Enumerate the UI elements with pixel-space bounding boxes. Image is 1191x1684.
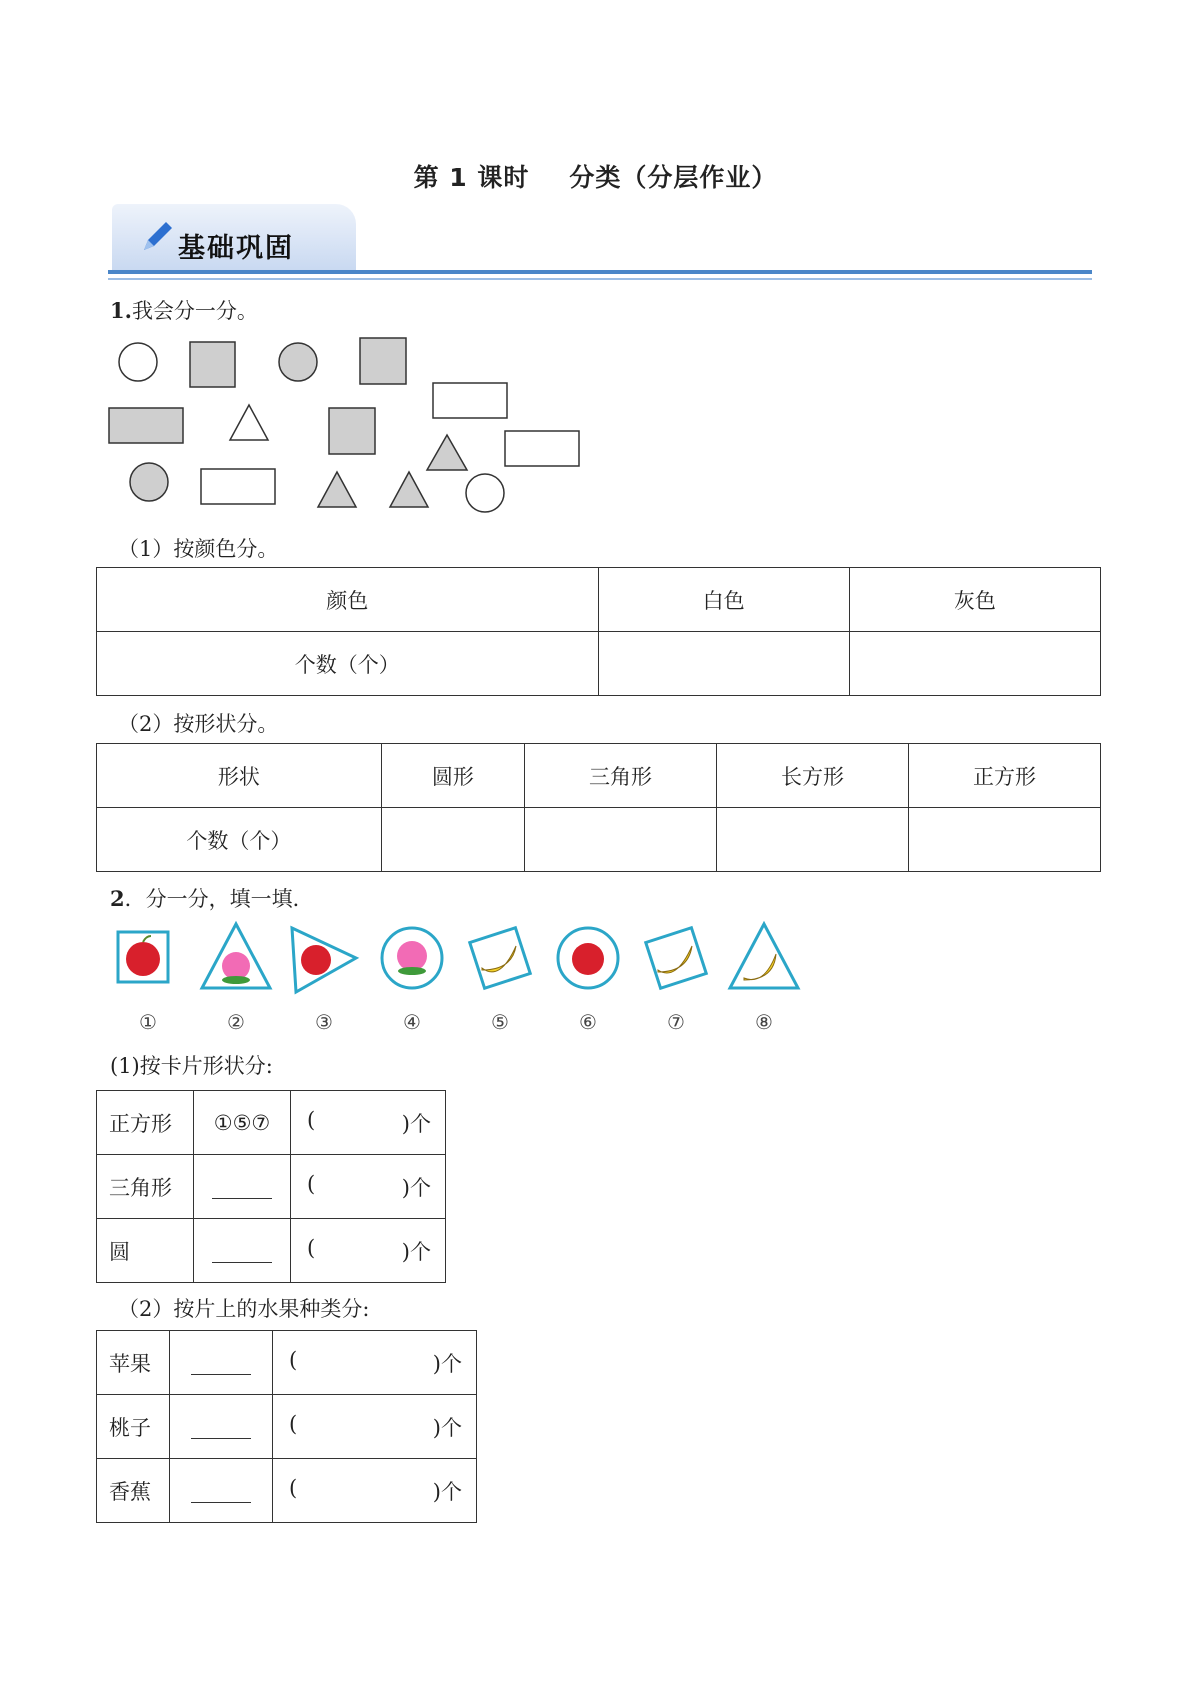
q2-text: ．分一分，填一填． — [124, 887, 314, 911]
card-5 — [462, 918, 538, 998]
q2-number: 2 — [110, 886, 125, 911]
shape-square-gray — [329, 408, 375, 454]
card-2-num: ② — [227, 1010, 245, 1034]
shape-square-gray — [360, 338, 406, 384]
table-row — [97, 1155, 446, 1219]
shape-circle-gray — [130, 463, 168, 501]
row-blank-cell[interactable] — [170, 1395, 273, 1459]
card-4 — [374, 918, 450, 998]
shape-circle-white — [466, 474, 504, 512]
shape-triangle-white — [230, 405, 268, 440]
section-tab — [112, 204, 356, 270]
q2-prompt — [110, 883, 314, 913]
q1-sub1: （1）按颜色分。 — [118, 537, 279, 561]
color-count-white-cell[interactable] — [598, 632, 849, 696]
color-header-label: 颜色 — [97, 568, 599, 632]
q2-sub1: (1)按卡片形状分: — [110, 1054, 273, 1078]
row-blank-cell[interactable] — [194, 1219, 291, 1283]
card-7-num: ⑦ — [667, 1010, 685, 1034]
q1-number: 1. — [110, 298, 132, 323]
shape-table — [96, 743, 1101, 872]
row-blank-cell[interactable] — [194, 1155, 291, 1219]
row-label: 香蕉 — [97, 1459, 170, 1523]
card-2 — [198, 918, 274, 998]
row-count-cell[interactable]: ( )个 — [291, 1091, 446, 1155]
table-row — [97, 1459, 477, 1523]
q2-sub2: （2）按片上的水果种类分: — [118, 1297, 370, 1321]
card-6-num: ⑥ — [579, 1010, 597, 1034]
shape-count-rectangle-cell[interactable] — [716, 808, 908, 872]
row-count-cell[interactable]: ( )个 — [291, 1155, 446, 1219]
shape-count-triangle-cell[interactable] — [524, 808, 716, 872]
card-5-num: ⑤ — [491, 1010, 509, 1034]
q1-text: 我会分一分。 — [131, 299, 258, 323]
card-4-num: ④ — [403, 1010, 421, 1034]
table-row — [97, 1395, 477, 1459]
shape-header-circle: 圆形 — [381, 744, 524, 808]
row-count-cell[interactable]: ( )个 — [273, 1395, 477, 1459]
pencil-icon — [140, 218, 176, 254]
shape-rect-white — [433, 383, 507, 418]
table-row — [97, 1219, 446, 1283]
row-label: 苹果 — [97, 1331, 170, 1395]
card-8-num: ⑧ — [755, 1010, 773, 1034]
color-count-gray-cell[interactable] — [849, 632, 1100, 696]
fruit-type-table — [96, 1330, 477, 1523]
card-1 — [110, 918, 186, 998]
card-shape-table — [96, 1090, 446, 1283]
color-count-label: 个数（个） — [97, 632, 599, 696]
row-count-cell[interactable]: ( )个 — [273, 1459, 477, 1523]
row-blank-cell[interactable] — [170, 1331, 273, 1395]
row-label: 正方形 — [97, 1091, 194, 1155]
q1-shapes-figure — [100, 330, 600, 520]
lesson-label: 第 1 课时 — [413, 163, 530, 192]
shape-header-label: 形状 — [97, 744, 382, 808]
table-row — [97, 1331, 477, 1395]
shape-rect-white — [201, 469, 275, 504]
answer-blank[interactable] — [191, 1416, 251, 1439]
shape-header-square: 正方形 — [908, 744, 1100, 808]
color-table — [96, 567, 1101, 696]
answer-blank[interactable] — [191, 1480, 251, 1503]
q1-prompt — [110, 295, 258, 325]
row-count-cell[interactable]: ( )个 — [273, 1331, 477, 1395]
section-label: 基础巩固 — [178, 233, 294, 264]
shape-count-square-cell[interactable] — [908, 808, 1100, 872]
card-6 — [550, 918, 626, 998]
card-8 — [726, 918, 802, 998]
row-blank-cell[interactable] — [170, 1459, 273, 1523]
lesson-topic: 分类（分层作业） — [569, 163, 778, 192]
shape-triangle-gray — [318, 472, 356, 507]
shape-square-gray — [190, 342, 235, 387]
card-3-num: ③ — [315, 1010, 333, 1034]
shape-circle-gray — [279, 343, 317, 381]
card-1-num: ① — [139, 1010, 157, 1034]
page-title — [0, 158, 1191, 194]
fruit-cards — [110, 918, 790, 1038]
section-rule-thin — [108, 278, 1092, 280]
shape-rect-white — [505, 431, 579, 466]
row-label: 三角形 — [97, 1155, 194, 1219]
card-7 — [638, 918, 714, 998]
section-rule — [108, 270, 1092, 274]
table-row — [97, 1091, 446, 1155]
shape-rect-gray — [109, 408, 183, 443]
shape-circle-white — [119, 343, 157, 381]
card-3 — [286, 918, 362, 998]
answer-blank[interactable] — [212, 1240, 272, 1263]
shape-header-triangle: 三角形 — [524, 744, 716, 808]
color-header-white: 白色 — [598, 568, 849, 632]
row-label: 桃子 — [97, 1395, 170, 1459]
shape-triangle-gray — [390, 472, 428, 507]
answer-blank[interactable] — [212, 1176, 272, 1199]
row-items: ①⑤⑦ — [194, 1091, 291, 1155]
row-count-cell[interactable]: ( )个 — [291, 1219, 446, 1283]
shape-header-rectangle: 长方形 — [716, 744, 908, 808]
answer-blank[interactable] — [191, 1352, 251, 1375]
shape-triangle-gray — [427, 435, 467, 470]
shape-count-label: 个数（个） — [97, 808, 382, 872]
row-label: 圆 — [97, 1219, 194, 1283]
q1-sub2: （2）按形状分。 — [118, 712, 279, 736]
color-header-gray: 灰色 — [849, 568, 1100, 632]
shape-count-circle-cell[interactable] — [381, 808, 524, 872]
